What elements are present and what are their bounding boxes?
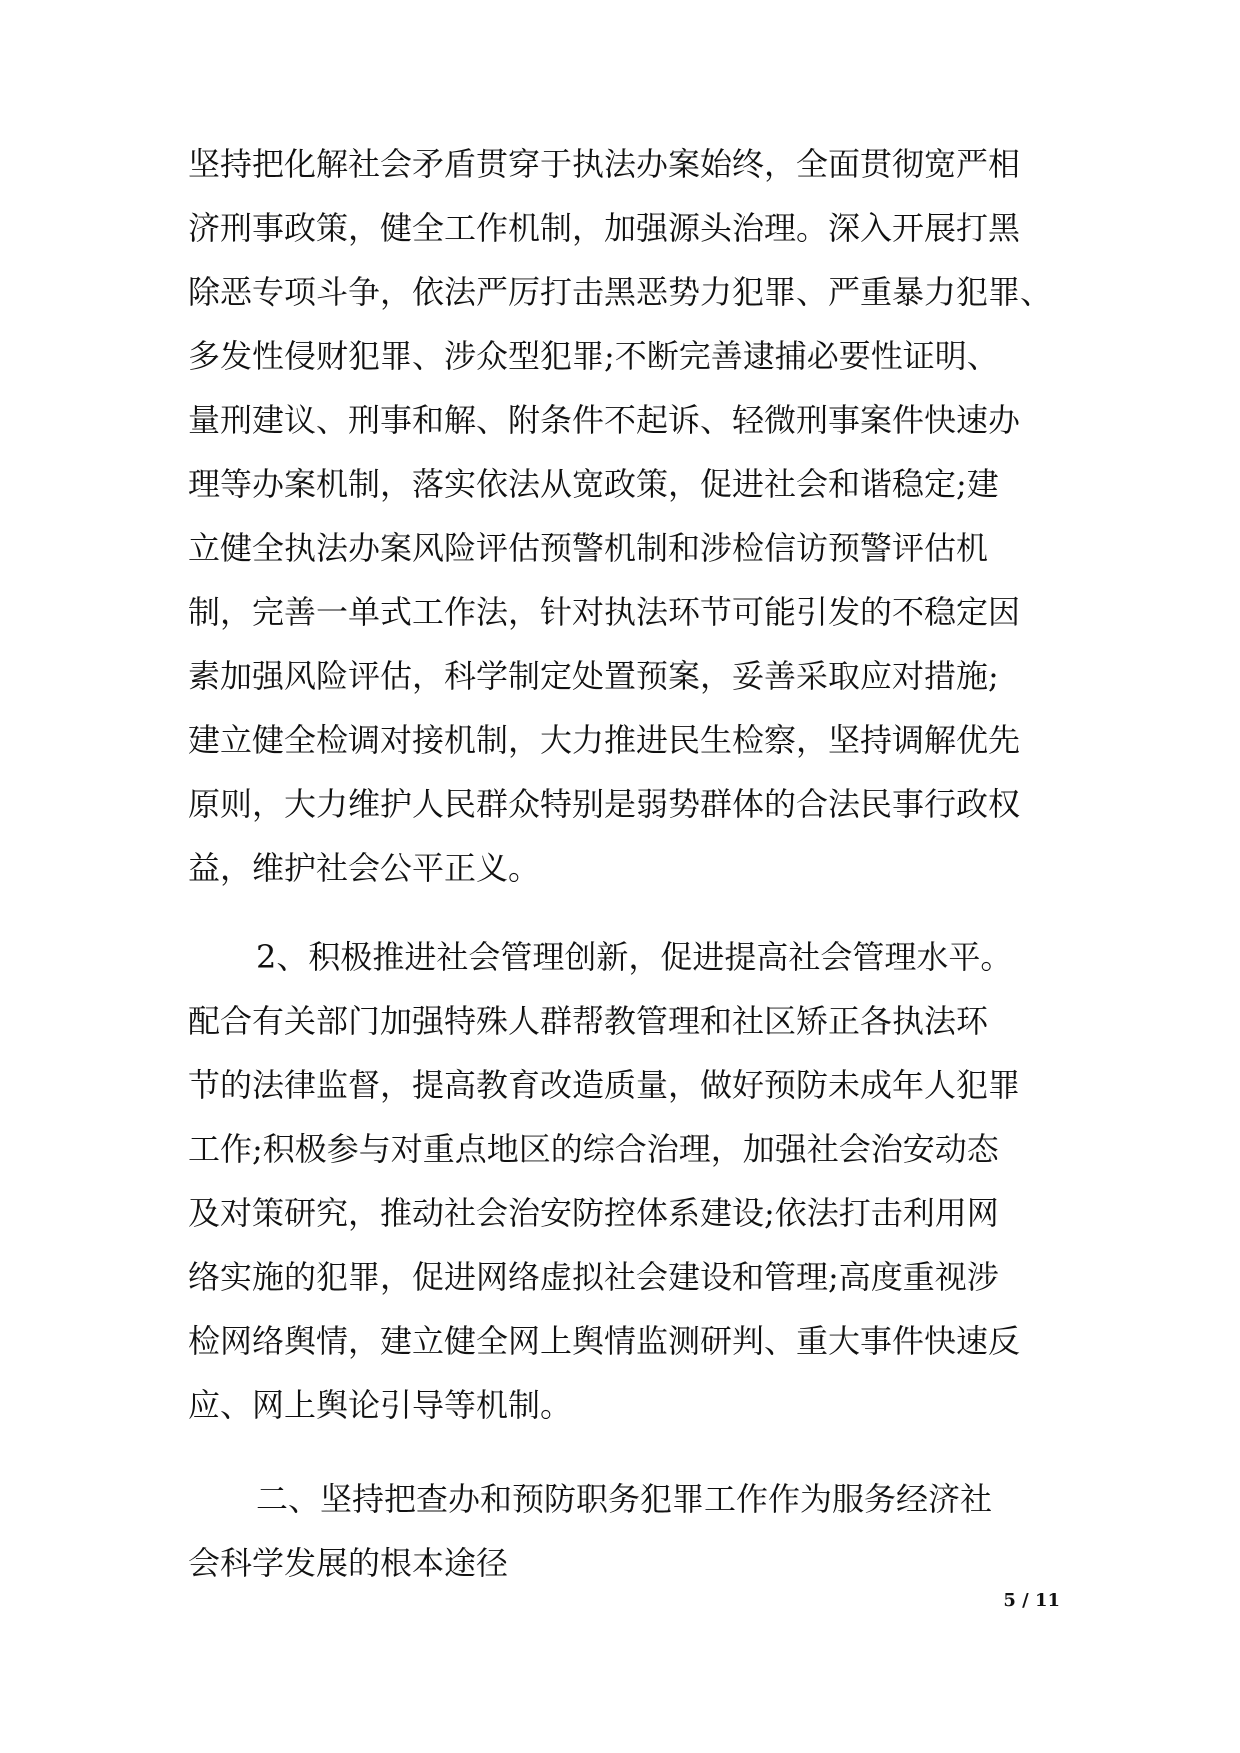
text-line: 及对策研究，推动社会治安防控体系建设;依法打击利用网 [188,1194,999,1232]
page-number: 5 / 11 [1003,1590,1060,1611]
text-line: 建立健全检调对接机制，大力推进民生检察，坚持调解优先 [188,721,1021,759]
text-line: 检网络舆情，建立健全网上舆情监测研判、重大事件快速反 [188,1322,1021,1360]
text-line: 理等办案机制，落实依法从宽政策，促进社会和谐稳定;建 [188,465,999,503]
text-line: 2、积极推进社会管理创新，促进提高社会管理水平。 [256,938,1013,976]
text-line: 济刑事政策，健全工作机制，加强源头治理。深入开展打黑 [188,209,1021,247]
text-line: 量刑建议、刑事和解、附条件不起诉、轻微刑事案件快速办 [188,401,1021,439]
section-heading [188,1467,1056,1595]
text-line: 原则，大力维护人民群众特别是弱势群体的合法民事行政权 [188,785,1021,823]
text-line: 多发性侵财犯罪、涉众型犯罪;不断完善逮捕必要性证明、 [188,337,999,375]
text-line: 坚持把化解社会矛盾贯穿于执法办案始终，全面贯彻宽严相 [188,145,1021,183]
text-line: 节的法律监督，提高教育改造质量，做好预防未成年人犯罪 [188,1066,1021,1104]
text-line: 除恶专项斗争，依法严厉打击黑恶势力犯罪、严重暴力犯罪、 [188,273,1053,311]
text-line: 会科学发展的根本途径 [188,1544,509,1582]
paragraph-2 [188,925,1056,1437]
text-line: 立健全执法办案风险评估预警机制和涉检信访预警评估机 [188,529,989,567]
paragraph-1 [188,132,1056,900]
text-line: 工作;积极参与对重点地区的综合治理，加强社会治安动态 [188,1130,999,1168]
text-line: 络实施的犯罪，促进网络虚拟社会建设和管理;高度重视涉 [188,1258,999,1296]
text-line: 素加强风险评估，科学制定处置预案，妥善采取应对措施; [188,657,999,695]
text-line: 益，维护社会公平正义。 [188,849,541,887]
text-line: 制，完善一单式工作法，针对执法环节可能引发的不稳定因 [188,593,1021,631]
text-line: 应、网上舆论引导等机制。 [188,1386,573,1424]
text-line: 配合有关部门加强特殊人群帮教管理和社区矫正各执法环 [188,1002,989,1040]
text-line: 二、坚持把查办和预防职务犯罪工作作为服务经济社 [256,1480,993,1518]
